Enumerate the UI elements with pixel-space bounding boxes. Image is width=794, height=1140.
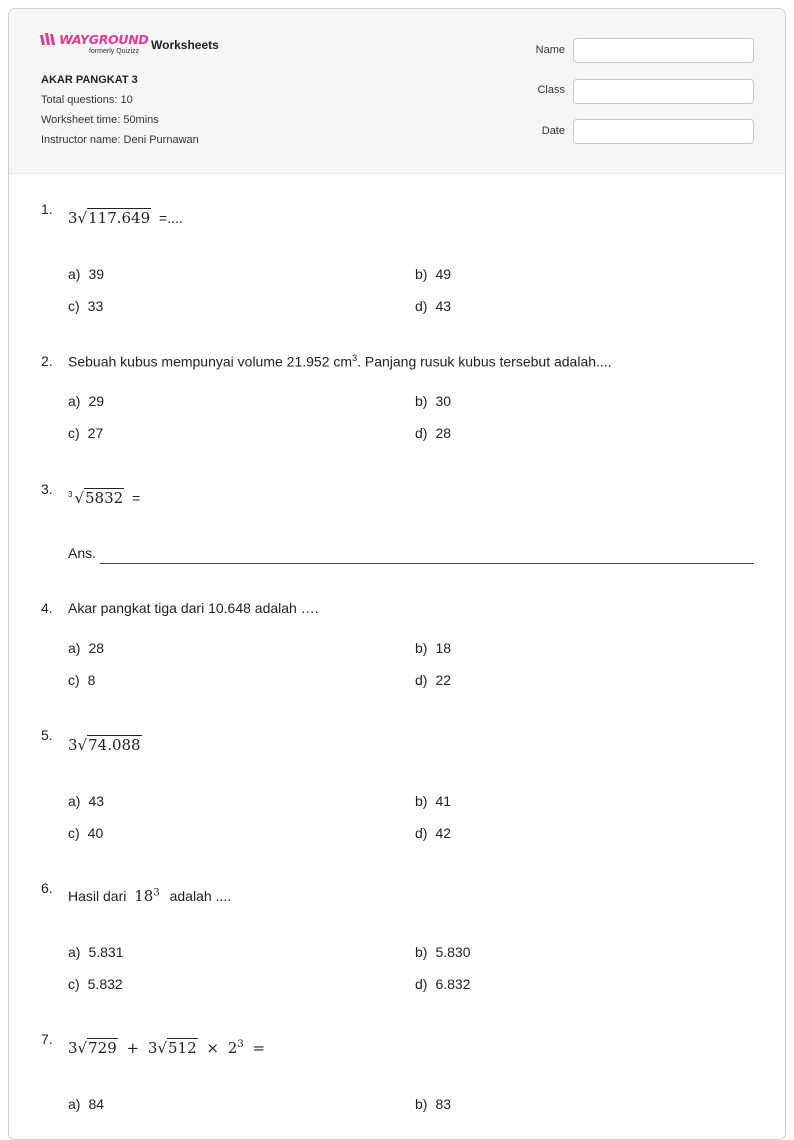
date-label: Date [541,125,565,137]
option[interactable]: b) 83 [415,1096,452,1112]
question-3-text: $^3$ √5832 = [68,489,141,507]
option[interactable]: b) 49 [415,266,452,282]
question-6-text: Hasil dari $18^3$ adalah .... [68,887,232,905]
option[interactable]: b) 18 [415,640,452,656]
radical: √5832 [74,489,124,507]
option[interactable]: a) 29 [68,393,105,409]
option[interactable]: b) 41 [415,793,452,809]
worksheet-time: Worksheet time: 50mins [41,114,159,126]
option[interactable]: c) 5.832 [68,976,123,992]
option[interactable]: d) 6.832 [415,976,471,992]
worksheet-header [9,9,785,174]
option[interactable]: a) 28 [68,640,105,656]
option[interactable]: d) 43 [415,298,452,314]
total-questions: Total questions: 10 [41,94,133,106]
question-number: 3. [41,481,53,497]
question-number: 4. [41,600,53,616]
option[interactable]: b) 5.830 [415,944,471,960]
option[interactable]: d) 28 [415,425,452,441]
option[interactable]: c) 40 [68,825,104,841]
question-5-text: 3√74.088 [68,736,141,754]
radical: √729 [77,1039,117,1057]
question-4-text: Akar pangkat tiga dari 10.648 adalah …. [68,600,319,616]
question-7-text: $3√729 + 3√512 \times 2^3$ = [68,1039,266,1057]
option[interactable]: d) 22 [415,672,452,688]
option[interactable]: b) 30 [415,393,452,409]
question-2-text: Sebuah kubus mempunyai volume 21.952 $cm^3$. Panjang rusuk kubus tersebut adalah.... [68,353,612,370]
answer-label: Ans. [68,545,97,561]
question-number: 5. [41,727,53,743]
name-field[interactable] [573,38,754,63]
option[interactable]: a) 43 [68,793,105,809]
radical: √74.088 [77,736,141,754]
option[interactable]: a) 39 [68,266,105,282]
option[interactable]: c) 33 [68,298,104,314]
date-field[interactable] [573,119,754,144]
class-field[interactable] [573,79,754,104]
option[interactable]: a) 5.831 [68,944,124,960]
logo-mark-icon [40,33,60,47]
logo-wordmark: WAYGROUND [59,32,149,47]
question-number: 6. [41,880,53,896]
question-1-text: 3√117.649 =.... [68,209,183,227]
class-label: Class [537,84,565,96]
wayground-logo [40,32,149,57]
option[interactable]: d) 42 [415,825,452,841]
option[interactable]: c) 27 [68,425,104,441]
question-number: 1. [41,201,53,217]
radical: √512 [157,1039,197,1057]
brand-title: Worksheets [151,38,219,52]
question-number: 7. [41,1031,53,1047]
worksheet-title: AKAR PANGKAT 3 [41,74,138,86]
name-label: Name [535,44,565,56]
radical: √117.649 [77,209,151,227]
logo-subtitle: formerly Quizizz [89,48,140,55]
option[interactable]: a) 84 [68,1096,105,1112]
answer-line[interactable] [100,563,754,564]
question-number: 2. [41,353,53,369]
option[interactable]: c) 8 [68,672,96,688]
instructor-name: Instructor name: Deni Purnawan [41,134,199,146]
worksheet-page [8,8,786,1140]
